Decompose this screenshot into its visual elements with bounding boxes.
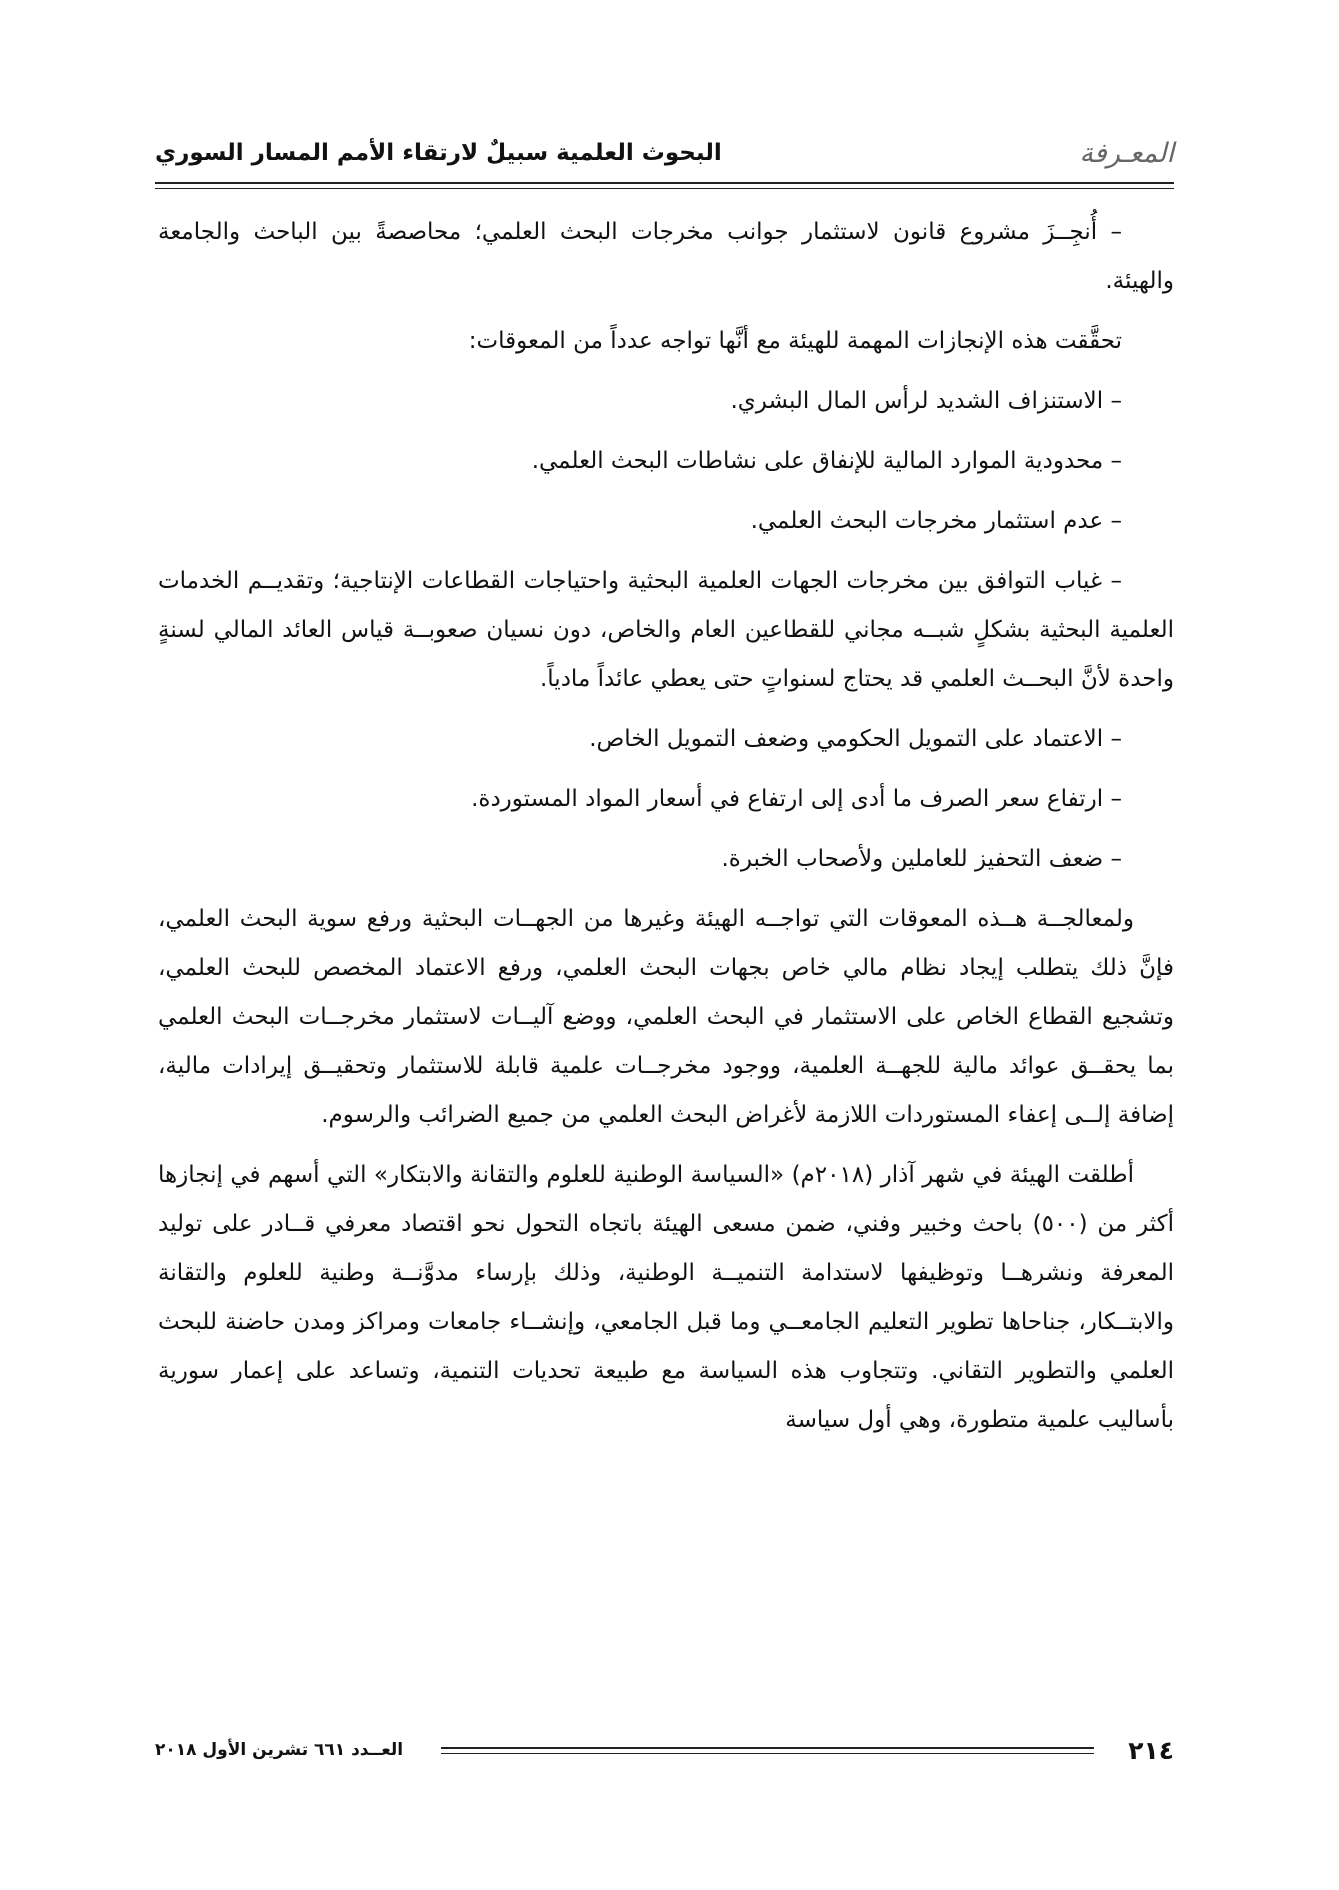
page-number: ٢١٤: [1128, 1735, 1174, 1765]
issue-info: العــدد ٦٦١ تشرين الأول ٢٠١٨: [155, 1740, 404, 1760]
paragraph: – عدم استثمار مخرجات البحث العلمي.: [750, 508, 1122, 534]
paragraph: – أُنجِــزَ مشروع قانون لاستثمار جوانب مخرجات البحث العلمي؛ محاصصةً بين الباحث والجامعة والهيئة.: [158, 219, 1174, 294]
paragraph: – الاعتماد على التمويل الحكومي وضعف التمويل الخاص.: [589, 726, 1122, 752]
paragraph: – ارتفاع سعر الصرف ما أدى إلى ارتفاع في أسعار المواد المستوردة.: [471, 786, 1122, 812]
paragraph: – محدودية الموارد المالية للإنفاق على نشاطات البحث العلمي.: [531, 448, 1122, 474]
running-title: البحوث العلمية سبيلٌ لارتقاء الأمم المسار السوري: [155, 140, 722, 166]
paragraph: أطلقت الهيئة في شهر آذار (٢٠١٨م) «السياسة الوطنية للعلوم والتقانة والابتكار» التي أسهم في إنجازها أكثر من (٥٠٠) باحث وخبير وفني، ضمن مسعى الهيئة باتجاه التحول نحو اقتصاد معرفي قــادر على توليد المعرفة ونشرهــا وتوظيفها لاستدامة التنميــة الوطنية، وذلك بإرساء مدوَّنــة وطنية للعلوم والتقانة والابتــكار، جناحاها تطوير التعليم الجامعــي وما قبل الجامعي، وإنشــاء جامعات ومراكز ومدن حاضنة للبحث العلمي والتطوير التقاني. وتتجاوب هذه السياسة مع طبيعة تحديات التنمية، وتساعد على إعمار سورية بأساليب علمية متطورة، وهي أول سياسة: [158, 1162, 1174, 1433]
header-rule: [155, 182, 1174, 189]
paragraph: – الاستنزاف الشديد لرأس المال البشري.: [730, 388, 1122, 414]
article-body: [158, 208, 1174, 1456]
paragraph: تحقَّقت هذه الإنجازات المهمة للهيئة مع أنَّها تواجه عدداً من المعوقات:: [468, 328, 1122, 354]
page-footer: [155, 1733, 1174, 1767]
paragraph: – ضعف التحفيز للعاملين ولأصحاب الخبرة.: [721, 846, 1122, 872]
footer-rule: [441, 1747, 1094, 1754]
paragraph: – غياب التوافق بين مخرجات الجهات العلمية البحثية واحتياجات القطاعات الإنتاجية؛ وتقديــم الخدمات العلمية البحثية بشكلٍ شبــه مجاني للقطاعين العام والخاص، دون نسيان صعوبــة قياس العائد المالي لسنةٍ واحدة لأنَّ البحــث العلمي قد يحتاج لسنواتٍ حتى يعطي عائداً مادياً.: [158, 568, 1174, 692]
page-header: [155, 128, 1174, 178]
paragraph: ولمعالجــة هــذه المعوقات التي تواجــه الهيئة وغيرها من الجهــات البحثية ورفع سوية البحث العلمي، فإنَّ ذلك يتطلب إيجاد نظام مالي خاص بجهات البحث العلمي، ورفع الاعتماد المخصص للبحث العلمي، وتشجيع القطاع الخاص على الاستثمار في البحث العلمي، ووضع آليــات لاستثمار مخرجــات البحث العلمي بما يحقــق عوائد مالية للجهــة العلمية، ووجود مخرجــات علمية قابلة للاستثمار وتحقيــق إيرادات مالية، إضافة إلــى إعفاء المستوردات اللازمة لأغراض البحث العلمي من جميع الضرائب والرسوم.: [158, 906, 1174, 1128]
magazine-logo: المعـرفة: [1079, 137, 1174, 169]
